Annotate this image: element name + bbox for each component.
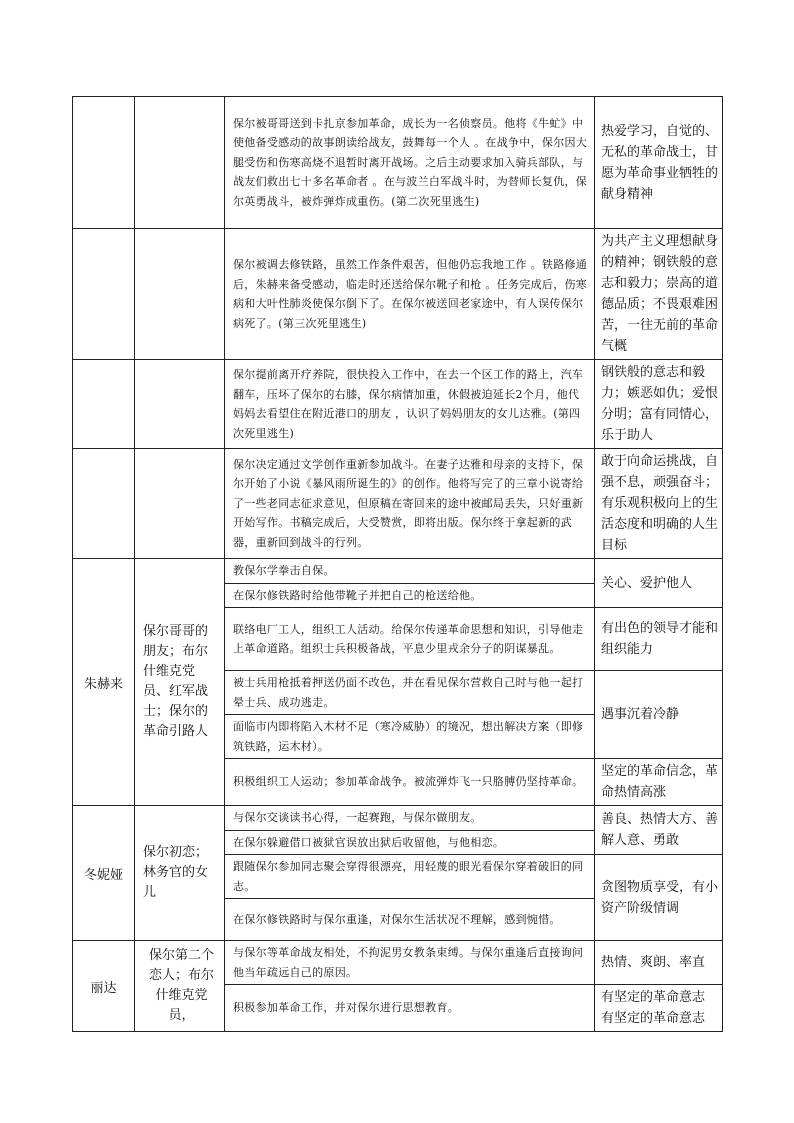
identity-cell <box>135 97 225 229</box>
name-cell <box>73 229 135 360</box>
event-cell: 跟随保尔参加同志聚会穿得很漂亮，用轻蔑的眼光看保尔穿着破旧的同志。 <box>225 855 595 899</box>
event-cell: 保尔决定通过文学创作重新参加战斗。在妻子达雅和母亲的支持下，保尔开始了小说《暴风雨所诞生的》的创作。他将写完了的三章小说寄给了一些老同志征求意见，但原稿在寄回来的途中被邮局丢失，只好重新开始写作。书稿完成后，大受赞赏，即将出版。保尔终于拿起新的武器，重新回到战斗的行列。 <box>225 449 595 559</box>
trait-line: 有坚定的革命意志 <box>601 990 706 1005</box>
event-cell: 教保尔学拳击自保。 <box>225 559 595 584</box>
event-cell: 保尔被哥哥送到卡扎京参加革命，成长为一名侦察员。他将《牛虻》中使他备受感动的故事朗读给战友，鼓舞每一个人 。在战争中，保尔因大腿受伤和伤寒高烧不退暂时离开战场。之后主动要求加入骑兵部队，与战友们救出七十多名革命者 。在与波兰白军战斗时，为替师长复仇，保尔英勇战斗，被炸弹炸成重伤。(第二次死里逃生) <box>225 97 595 229</box>
table-row <box>73 360 723 449</box>
table-row <box>73 806 723 831</box>
trait-cell: 为共产主义理想献身的精神；钢铁般的意志和毅力；崇高的道德品质；不畏艰难困苦，一往无前的革命气概 <box>595 229 723 360</box>
trait-cell: 遇事沉着冷静 <box>595 671 723 759</box>
event-cell: 积极组织工人运动；参加革命战争。被流弹炸飞一只胳膊仍坚持革命。 <box>225 759 595 806</box>
trait-cell: 敢于向命运挑战，自强不息，顽强奋斗；有乐观积极向上的生活态度和明确的人生目标 <box>595 449 723 559</box>
name-cell <box>73 449 135 559</box>
table-row <box>73 449 723 559</box>
event-cell: 在保尔修铁路时给他带靴子并把自己的枪送给他。 <box>225 583 595 608</box>
table-row <box>73 941 723 985</box>
trait-cell: 热情、爽朗、率直 <box>595 941 723 985</box>
character-identity: 保尔第二个恋人；布尔什维克党员， <box>135 941 225 1032</box>
trait-cell: 善良、热情大方、善解人意、勇敢 <box>595 806 723 855</box>
event-cell: 与保尔交谈读书心得，一起赛跑，与保尔做朋友。 <box>225 806 595 831</box>
identity-cell <box>135 449 225 559</box>
character-name: 丽达 <box>73 941 135 1032</box>
trait-cell: 钢铁般的意志和毅力；嫉恶如仇；爱恨分明；富有同情心，乐于助人 <box>595 360 723 449</box>
character-name: 冬妮娅 <box>73 806 135 941</box>
event-cell: 保尔被调去修铁路，虽然工作条件艰苦，但他仍忘我地工作 。铁路修通后，朱赫来备受感动，临走时还送给保尔靴子和枪 。任务完成后，伤寒病和大叶性肺炎使保尔倒下了。在保尔被送回老家途中，有人误传保尔病死了。(第三次死里逃生) <box>225 229 595 360</box>
event-cell: 联络电厂工人，组织工人活动。给保尔传递革命思想和知识，引导他走上革命道路。组织士兵积极备战，平息少里戎余分子的阴谋暴乱。 <box>225 608 595 671</box>
event-cell: 被士兵用枪抵着押送仍面不改色，并在看见保尔营救自己时与他一起打晕士兵、成功逃走。 <box>225 671 595 715</box>
name-cell <box>73 97 135 229</box>
trait-cell: 热爱学习，自觉的、无私的革命战士，甘愿为革命事业牺牲的献身精神 <box>595 97 723 229</box>
event-cell: 在保尔躲避借口被狱官误放出狱后收留他，与他相恋。 <box>225 830 595 855</box>
trait-cell: 有出色的领导才能和组织能力 <box>595 608 723 671</box>
trait-cell: 贪图物质享受，有小资产阶级情调 <box>595 855 723 941</box>
character-name: 朱赫来 <box>73 559 135 806</box>
event-cell: 保尔提前离开疗养院，很快投入工作中，在去一个区工作的路上，汽车翻车，压坏了保尔的右膝，保尔病情加重，休假被迫延长2个月，他代妈妈去看望住在附近港口的朋友 ，认识了妈妈朋友的女儿达雅。(第四次死里逃生) <box>225 360 595 449</box>
event-cell: 积极参加革命工作，并对保尔进行思想教育。 <box>225 985 595 1032</box>
table-row <box>73 97 723 229</box>
table-row <box>73 229 723 360</box>
identity-cell <box>135 229 225 360</box>
table-row <box>73 559 723 584</box>
character-identity: 保尔哥哥的朋友；布尔什维克党员、红军战士；保尔的革命引路人 <box>135 559 225 806</box>
identity-cell <box>135 360 225 449</box>
trait-cell: 坚定的革命信念，革命热情高涨 <box>595 759 723 806</box>
event-cell: 面临市内即将陷入木材不足（寒冷威胁）的境况，想出解决方案（即修筑铁路，运木材）。 <box>225 715 595 759</box>
name-cell <box>73 360 135 449</box>
event-cell: 在保尔修铁路时与保尔重逢，对保尔生活状况不理解，感到惋惜。 <box>225 899 595 941</box>
character-table <box>72 96 723 1032</box>
trait-cell <box>595 985 723 1032</box>
character-identity: 保尔初恋；林务官的女儿 <box>135 806 225 941</box>
trait-cell: 关心、爱护他人 <box>595 559 723 608</box>
trait-line: 有坚定的革命意志 <box>601 1011 706 1026</box>
event-cell: 与保尔等革命战友相处，不拘泥男女教条束缚。与保尔重逢后直接询问他当年疏远自己的原因。 <box>225 941 595 985</box>
